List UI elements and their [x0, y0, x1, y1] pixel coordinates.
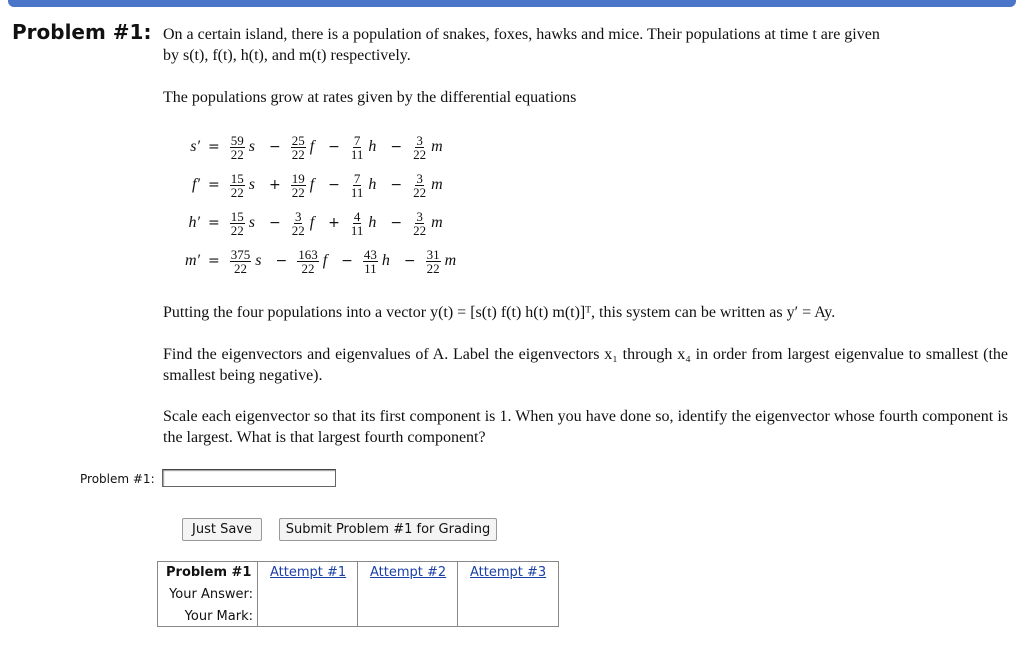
attempt-3-link[interactable]: Attempt #3	[470, 565, 547, 580]
numerator: 15	[230, 170, 244, 186]
variable: s	[248, 214, 255, 231]
attempt-2-link[interactable]: Attempt #2	[370, 565, 447, 580]
variable: s	[248, 138, 255, 155]
submit-for-grading-button[interactable]: Submit Problem #1 for Grading	[279, 518, 497, 541]
coefficient-fraction	[230, 172, 245, 199]
variable: m	[431, 176, 443, 193]
coefficient-fraction	[350, 210, 365, 237]
denominator: 22	[230, 146, 244, 162]
numerator: 163	[298, 246, 318, 262]
coefficient-fraction	[291, 134, 306, 161]
denominator: 22	[230, 184, 244, 200]
numerator: 3	[416, 208, 423, 224]
operator: −	[275, 253, 288, 269]
numerator: 7	[353, 170, 361, 186]
equation-row	[180, 128, 462, 166]
your-answer-label: Your Answer:	[169, 587, 253, 602]
intro-line-2: by s(t), f(t), h(t), and m(t) respectively.	[163, 47, 411, 64]
variable: f	[322, 252, 328, 269]
numerator: 59	[230, 132, 244, 148]
variable: s	[248, 176, 255, 193]
coefficient-fraction	[350, 172, 365, 199]
operator: −	[328, 139, 340, 155]
coefficient-fraction	[350, 134, 365, 161]
operator: −	[390, 177, 403, 193]
operator: −	[390, 215, 403, 231]
denominator: 22	[230, 222, 244, 238]
top-accent-bar	[8, 0, 1016, 7]
variable: f	[309, 176, 315, 193]
operator: −	[328, 177, 340, 193]
attempts-table	[157, 561, 559, 627]
operator: −	[268, 215, 281, 231]
problem-intro	[163, 24, 1008, 66]
denominator: 11	[350, 222, 364, 238]
operator: −	[390, 139, 403, 155]
equation-lhs: h′	[188, 214, 200, 231]
equation-lhs: m′	[184, 252, 200, 269]
answer-label: Problem #1:	[80, 472, 155, 486]
attempts-problem-header: Problem #1	[166, 565, 252, 580]
numerator: 19	[291, 170, 305, 186]
equals-sign: =	[208, 139, 220, 155]
find-eigen-sentence: Find the eigenvectors and eigenvalues of A. Label the eigenvectors x₁ through x₄ in order from largest eigenvalue to smallest (the smallest being negative).	[163, 346, 1008, 384]
denominator: 22	[291, 222, 305, 238]
variable: s	[255, 252, 262, 269]
equation-row	[180, 166, 462, 204]
coefficient-fraction	[291, 210, 306, 237]
variable: f	[309, 138, 315, 155]
denominator: 11	[350, 184, 364, 200]
denominator: 22	[413, 222, 427, 238]
operator: +	[268, 177, 281, 193]
attempt-3-column	[458, 562, 558, 626]
denominator: 22	[413, 184, 427, 200]
operator: −	[403, 253, 416, 269]
operator: −	[341, 253, 353, 269]
coefficient-fraction	[230, 134, 245, 161]
coefficient-fraction	[291, 172, 306, 199]
variable: h	[368, 214, 377, 231]
coefficient-fraction	[230, 210, 245, 237]
attempts-row-headers	[158, 562, 258, 626]
variable: h	[368, 138, 377, 155]
denominator: 22	[426, 260, 440, 276]
coefficient-fraction	[412, 172, 427, 199]
denominator: 11	[364, 260, 377, 276]
coefficient-fraction	[363, 248, 378, 275]
attempt-1-link[interactable]: Attempt #1	[270, 565, 347, 580]
attempt-2-column	[358, 562, 458, 626]
coefficient-fraction	[412, 134, 427, 161]
your-mark-label: Your Mark:	[184, 609, 253, 624]
equation-lhs: f′	[192, 176, 200, 193]
equals-sign: =	[208, 215, 220, 231]
numerator: 7	[353, 132, 361, 148]
coefficient-fraction	[426, 248, 441, 275]
equation-row	[180, 242, 462, 280]
numerator: 3	[416, 132, 423, 148]
numerator: 3	[416, 170, 423, 186]
denominator: 11	[350, 146, 364, 162]
numerator: 31	[426, 246, 440, 262]
attempt-1-column	[258, 562, 358, 626]
denominator: 22	[233, 260, 247, 276]
numerator: 3	[294, 208, 302, 224]
scale-sentence: Scale each eigenvector so that its first component is 1. When you have done so, identify the eigenvector whose fourth component is the largest. What is that largest fourth component?	[163, 408, 1008, 446]
variable: f	[309, 214, 315, 231]
denominator: 22	[301, 260, 315, 276]
coefficient-fraction	[297, 248, 319, 275]
variable: m	[431, 138, 443, 155]
problem-title: Problem #1:	[12, 20, 152, 44]
equation-row	[180, 204, 462, 242]
differential-equations	[180, 128, 462, 280]
denominator: 22	[291, 184, 305, 200]
equals-sign: =	[208, 253, 220, 269]
numerator: 375	[230, 246, 251, 262]
coefficient-fraction	[230, 248, 252, 275]
equals-sign: =	[208, 177, 220, 193]
answer-input[interactable]	[162, 469, 336, 487]
rates-intro: The populations grow at rates given by the differential equations	[163, 89, 577, 106]
numerator: 25	[291, 132, 305, 148]
coefficient-fraction	[412, 210, 427, 237]
operator: −	[268, 139, 281, 155]
operator: +	[328, 215, 340, 231]
variable: h	[368, 176, 377, 193]
numerator: 43	[363, 246, 377, 262]
variable: m	[444, 252, 457, 269]
variable: h	[381, 252, 390, 269]
intro-line-1: On a certain island, there is a population of snakes, foxes, hawks and mice. Their populations at time t are given	[163, 26, 880, 43]
denominator: 22	[291, 146, 305, 162]
denominator: 22	[413, 146, 427, 162]
just-save-button[interactable]: Just Save	[182, 518, 262, 541]
vector-sentence: Putting the four populations into a vector y(t) = [s(t) f(t) h(t) m(t)]ᵀ, this system can be written as y′ = Ay.	[163, 304, 836, 321]
numerator: 15	[230, 208, 244, 224]
variable: m	[431, 214, 443, 231]
equation-lhs: s′	[190, 138, 200, 155]
numerator: 4	[353, 208, 361, 224]
